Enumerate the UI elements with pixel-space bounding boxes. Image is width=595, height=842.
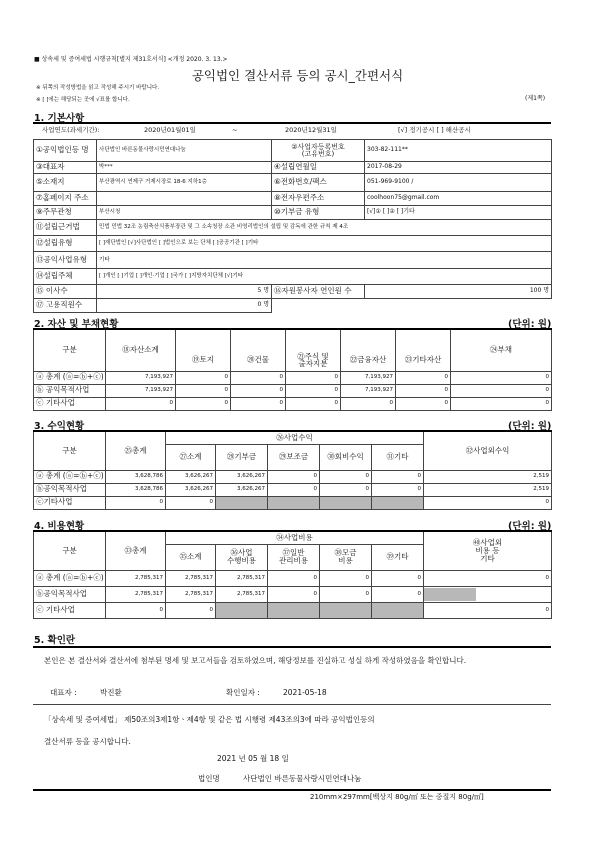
cell: 0 xyxy=(451,371,552,384)
public-biz-type-label: ⑬공익사업유형 xyxy=(34,252,97,269)
income-group-header: ㉖사업수익 xyxy=(166,431,424,444)
corp-name: 사단법인 바른동물사랑시민연대나눔 xyxy=(243,774,362,783)
cell-disabled xyxy=(268,602,320,618)
cell: 2,519 xyxy=(424,470,552,483)
table-row xyxy=(34,371,552,384)
directors-label: ⑮ 이사수 xyxy=(34,285,97,299)
cell: 0 xyxy=(424,496,552,509)
section-confirm-heading: 5. 확인란 xyxy=(34,635,76,646)
cell-disabled xyxy=(320,496,372,509)
establish-type-label: ⑫설립유형 xyxy=(34,236,97,252)
cell: 0 xyxy=(166,496,216,509)
expense-sub-header: ㊴기타 xyxy=(372,544,424,570)
cell-disabled xyxy=(216,602,268,618)
cell: 2,785,317 xyxy=(216,586,268,602)
expense-group-header: ㉞사업비용 xyxy=(166,531,424,544)
address-value: 부산광역시 연제구 거제시장로 18-6 지하1층 xyxy=(97,174,272,192)
cell: 0 xyxy=(396,397,451,410)
cell-disabled xyxy=(320,602,372,618)
cell: 3,628,786 xyxy=(106,470,166,483)
basic-row xyxy=(34,206,552,220)
table-row xyxy=(34,483,552,496)
assets-col-gubun: 구분 xyxy=(34,329,106,371)
page-label: (제1쪽) xyxy=(525,95,546,102)
biz-number-value: 303-82-111** xyxy=(365,140,552,162)
basic-row xyxy=(34,192,552,206)
cell: 3,626,267 xyxy=(216,483,268,496)
cell: 2,785,317 xyxy=(106,586,166,602)
confirm-statement: 본인은 본 결산서와 결산서에 첨부된 명세 및 보고서들을 검토하였으며, 해당정보를 진실하고 성실 하게 작성하였음을 확인합니다. xyxy=(44,656,467,665)
cell: 0 xyxy=(372,586,424,602)
phone-value: 051-969-9100 / xyxy=(365,174,552,192)
biz-number-label: ②사업자등록번호 (고유번호) xyxy=(272,140,365,162)
income-outside-header: ㉜사업외수익 xyxy=(424,431,552,470)
cell-disabled xyxy=(372,602,424,618)
public-biz-type-value: 기타 xyxy=(97,252,552,269)
volunteers-value: 100 명 xyxy=(365,285,552,299)
period-tilde: ~ xyxy=(232,126,238,134)
cell: 0 xyxy=(268,483,320,496)
cell-disabled xyxy=(216,496,268,509)
cell: 0 xyxy=(396,384,451,397)
expense-sub-header: ㉟소계 xyxy=(166,544,216,570)
cell: 3,626,267 xyxy=(166,483,216,496)
cell: 2,785,317 xyxy=(216,570,268,586)
sign-date: 2021 년 05 월 18 일 xyxy=(217,754,289,763)
basic-row xyxy=(34,140,552,162)
assets-header: ㉔부채 xyxy=(451,329,552,371)
cell: 0 xyxy=(176,397,231,410)
cell: 0 xyxy=(372,470,424,483)
income-col-gubun: 구분 xyxy=(34,431,106,470)
section-income-heading: 3. 수익현황 xyxy=(34,421,85,432)
expense-table xyxy=(33,530,552,619)
cell-disabled xyxy=(372,496,424,509)
basic-row xyxy=(34,252,552,269)
cell: 3,626,267 xyxy=(166,470,216,483)
row-label: ⓒ 기타사업 xyxy=(34,602,106,618)
confirm-date-value: 2021-05-18 xyxy=(283,688,327,697)
row-label: ⓐ 총계 (ⓐ=ⓑ+ⓒ) xyxy=(34,570,106,586)
authority-label: ⑨주무관청 xyxy=(34,206,97,220)
email-label: ⑧전자우편주소 xyxy=(272,192,365,206)
cell: 0 xyxy=(106,602,166,618)
volunteers-label: ⑯자원봉사자 연인원 수 xyxy=(272,285,365,299)
employees-value: 0 명 xyxy=(97,299,272,313)
cell: 0 xyxy=(341,397,396,410)
cell: 7,193,927 xyxy=(106,371,176,384)
cell: 0 xyxy=(372,483,424,496)
cell-partial xyxy=(424,586,552,602)
rep-sign-name: 박진환 xyxy=(100,688,122,697)
paper-note: 210mm×297mm[백상지 80g/㎡ 또는 중질지 80g/㎡] xyxy=(310,793,484,801)
establish-type-value: [ ]재단법인 [√]사단법인 [ ]법인으로 보는 단체 [ ]공공기관 [ ]기타 xyxy=(97,236,552,252)
cell: 2,519 xyxy=(424,483,552,496)
cell: 0 xyxy=(320,570,372,586)
legal-basis-value: 민법 민법 32조 농림축산식품부장관 및 그 소속청장 소관 비영리법인의 설립 및 감독에 관한 규칙 제 4조 xyxy=(97,220,552,236)
cell: 0 xyxy=(106,397,176,410)
divider xyxy=(33,789,551,791)
homepage-value xyxy=(97,192,272,206)
instruction-note: ※ 뒤쪽의 작성방법을 읽고 작성해 주시기 바랍니다. xyxy=(36,85,160,91)
basic-info-table xyxy=(33,139,552,313)
rep-value: 박*** xyxy=(97,162,272,174)
assets-header: ⑱자산소계 xyxy=(106,329,176,371)
cell: 0 xyxy=(231,397,286,410)
row-label: ⓒ 기타사업 xyxy=(34,397,106,410)
legal-text-2: 결산서류 등을 공시합니다. xyxy=(44,737,131,746)
expense-unit: (단위: 원) xyxy=(508,521,552,532)
cell: 0 xyxy=(424,570,552,586)
cell: 0 xyxy=(424,602,552,618)
cell: 0 xyxy=(286,384,341,397)
assets-header: ㉒금융자산 xyxy=(341,329,396,371)
income-sub-header: ㉙보조금 xyxy=(268,444,320,470)
cell: 2,785,317 xyxy=(166,586,216,602)
cell: 7,193,927 xyxy=(106,384,176,397)
email-value: coolhoon75@gmail.com xyxy=(365,192,552,206)
homepage-label: ⑦홈페이지 주소 xyxy=(34,192,97,206)
table-row xyxy=(34,570,552,586)
cell: 2,785,317 xyxy=(166,570,216,586)
assets-header: ㉓기타자산 xyxy=(396,329,451,371)
period-end: 2020년12월31일 xyxy=(285,126,337,134)
row-label: ⓑ공익목적사업 xyxy=(34,483,106,496)
basic-row xyxy=(34,299,552,313)
org-name-label: ①공익법인등 명 xyxy=(34,140,97,162)
basic-row xyxy=(34,220,552,236)
cell: 0 xyxy=(451,397,552,410)
cell: 0 xyxy=(396,371,451,384)
income-table xyxy=(33,430,552,510)
row-label: ⓐ 총계 (ⓐ=ⓑ+ⓒ) xyxy=(34,470,106,483)
basic-row xyxy=(34,269,552,285)
basic-row xyxy=(34,285,552,299)
expense-sub-header: ㊲일반 관리비용 xyxy=(268,544,320,570)
table-row xyxy=(34,470,552,483)
founder-label: ⑭설립주체 xyxy=(34,269,97,285)
donation-type-label: ⑩기부금 유형 xyxy=(272,206,365,220)
section-expense-heading: 4. 비용현황 xyxy=(34,521,85,532)
cell: 0 xyxy=(451,384,552,397)
cell: 0 xyxy=(268,586,320,602)
row-label: ⓒ기타사업 xyxy=(34,496,106,509)
founder-value: [ ]개인 [ ]기업 [ ]개인·기업 [ ]국가 [ ]지방자치단체 [√]기타 xyxy=(97,269,552,285)
form-reference: ■ 상속세 및 증여세법 시행규칙[별지 제31호서식] <개정 2020. 3. 13.> xyxy=(34,56,228,63)
income-total-header: ㉕총계 xyxy=(106,431,166,470)
employees-label: ⑰ 고용직원수 xyxy=(34,299,97,313)
cell: 0 xyxy=(231,371,286,384)
row-label: ⓐ 총계 (ⓐ=ⓑ+ⓒ) xyxy=(34,371,106,384)
income-sub-header: ㉘기부금 xyxy=(216,444,268,470)
disclosure-type: [√] 정기공시 [ ] 해산공시 xyxy=(398,126,471,134)
basic-row xyxy=(34,236,552,252)
expense-total-header: ㉝총계 xyxy=(106,531,166,570)
row-label: ⓑ공익목적사업 xyxy=(34,586,106,602)
expense-sub-header: ㊳모금 비용 xyxy=(320,544,372,570)
cell: 0 xyxy=(320,586,372,602)
section-basic-heading: 1. 기본사항 xyxy=(34,113,85,124)
table-row xyxy=(34,384,552,397)
donation-type-value: [√]① [ ]② [ ]기타 xyxy=(365,206,552,220)
cell: 0 xyxy=(166,602,216,618)
assets-header: ⑲토지 xyxy=(176,329,231,371)
cell: 0 xyxy=(320,470,372,483)
table-row xyxy=(34,397,552,410)
legal-text: 「상속세 및 증여세법」 제50조의3제1항ㆍ제4항 및 같은 법 시행령 제43조의3에 따라 공익법인등의 xyxy=(44,715,375,724)
checkbox-note: ※ [ ]에는 해당되는 곳에 √표를 합니다. xyxy=(36,97,130,103)
income-sub-header: ㉚회비수익 xyxy=(320,444,372,470)
expense-sub-header: ㊱사업 수행비용 xyxy=(216,544,268,570)
founded-label: ④설립연월일 xyxy=(272,162,365,174)
cell: 0 xyxy=(286,371,341,384)
cell: 0 xyxy=(231,384,286,397)
address-label: ⑤소재지 xyxy=(34,174,97,192)
directors-value: 5 명 xyxy=(97,285,272,299)
section-assets-heading: 2. 자산 및 부채현황 xyxy=(34,319,119,330)
page-title: 공익법인 결산서류 등의 공시_간편서식 xyxy=(191,68,404,83)
cell: 0 xyxy=(106,496,166,509)
expense-outside-header: ㊵사업외 비용 등 기타 xyxy=(424,531,552,570)
income-unit: (단위: 원) xyxy=(508,421,552,432)
section-divider xyxy=(33,646,551,648)
cell: 0 xyxy=(268,570,320,586)
period-label: 사업연도(과세기간): xyxy=(42,126,100,134)
cell: 0 xyxy=(372,570,424,586)
assets-table xyxy=(33,328,552,411)
assets-header: ⑳건물 xyxy=(231,329,286,371)
assets-header: ㉑주식 및 출자지분 xyxy=(286,329,341,371)
phone-label: ⑥전화번호/팩스 xyxy=(272,174,365,192)
cell: 0 xyxy=(176,371,231,384)
cell: 0 xyxy=(176,384,231,397)
cell: 0 xyxy=(320,483,372,496)
authority-value: 부산시청 xyxy=(97,206,272,220)
rep-label: ③대표자 xyxy=(34,162,97,174)
cell: 3,628,786 xyxy=(106,483,166,496)
corp-label: 법인명 xyxy=(198,774,220,783)
legal-basis-label: ⑪설립근거법 xyxy=(34,220,97,236)
section-divider xyxy=(33,122,551,124)
assets-unit: (단위: 원) xyxy=(508,319,552,330)
table-row xyxy=(34,602,552,618)
cell: 2,785,317 xyxy=(106,570,166,586)
row-label: ⓑ 공익목적사업 xyxy=(34,384,106,397)
cell: 3,626,267 xyxy=(216,470,268,483)
founded-value: 2017-08-29 xyxy=(365,162,552,174)
org-name-value: 사단법인 바른동물사랑시민연대나눔 xyxy=(97,140,272,162)
income-sub-header: ㉛기타 xyxy=(372,444,424,470)
cell-disabled xyxy=(268,496,320,509)
rep-sign-label: 대표자 : xyxy=(50,688,77,697)
basic-row xyxy=(34,162,552,174)
confirm-date-label: 확인일자 : xyxy=(226,688,260,697)
table-row xyxy=(34,496,552,509)
divider xyxy=(33,704,551,705)
expense-col-gubun: 구분 xyxy=(34,531,106,570)
table-row xyxy=(34,586,552,602)
cell: 0 xyxy=(286,397,341,410)
cell: 7,193,927 xyxy=(341,371,396,384)
period-start: 2020년01월01일 xyxy=(144,126,196,134)
cell: 0 xyxy=(268,470,320,483)
income-sub-header: ㉗소계 xyxy=(166,444,216,470)
cell: 7,193,927 xyxy=(341,384,396,397)
basic-row xyxy=(34,174,552,192)
